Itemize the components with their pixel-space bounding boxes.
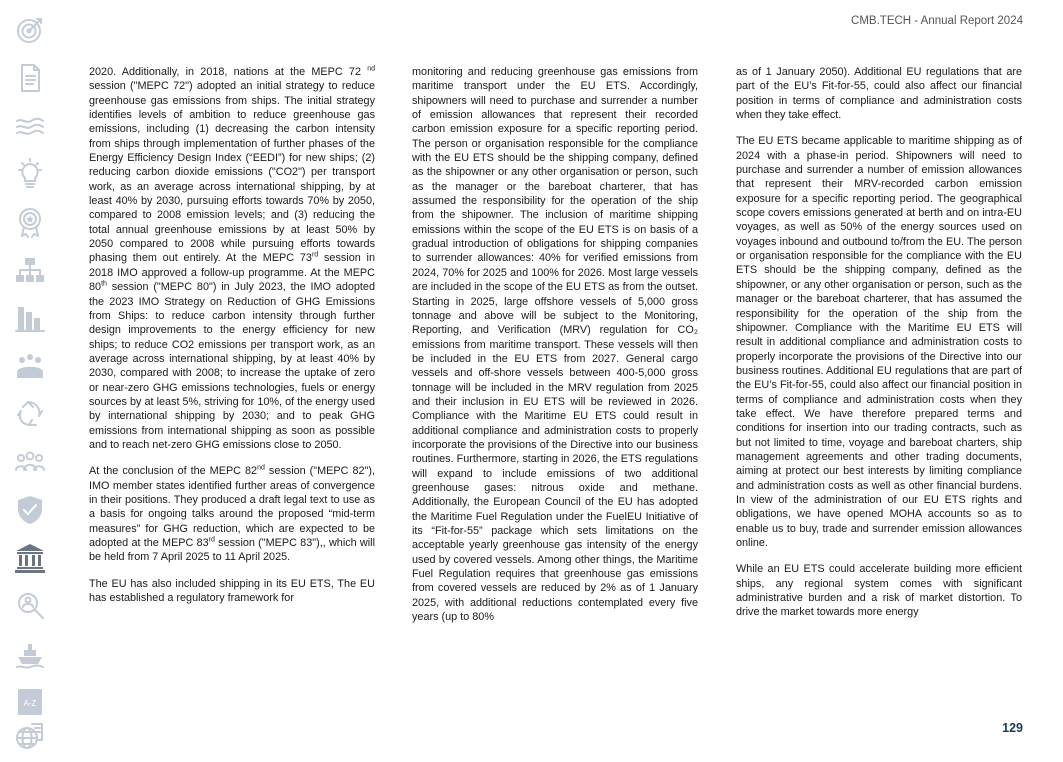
paragraph-text: monitoring and reducing greenhouse gas emissions from maritime transport under the EU ETS. Accordingly, shipowners will need to purchase and surrender a number of emission allowances that represent their recorded carbon emission exposure for a specific reporting period. The person or organisation responsible for the compliance with the EU ETS should be the shipping company, defined as the shipowner or any other organisation or person, such as the manager or the bareboat charterer, that has assumed the responsibility for the operation of the ship from the shipowner. The inclusion of maritime shipping emissions within the scope of the EU ETS is on basis of a gradual introduction of obligations for shipping companies to surrender allowances: 40% for verified emissions from 2024, 70% for 2025 and 100% for 2026. Most large vessels are included in the scope of the EU ETS as from the outset. Starting in 2025, large offshore vessels of 5,000 gross tonnage and above will be subject to the Monitoring, Reporting, and Verification (MRV) regulation for CO₂ emissions from maritime transport. These vessels will then be included in the EU ETS from 2027. General cargo vessels and off-shore vessels between 400-5,000 gross tonnage will be included in the MRV regulation from 2025 and their inclusion in EU ETS will be reviewed in 2026. Compliance with the Maritime EU ETS could result in additional compliance and administration costs to properly incorporate the provisions of the Directive into our business routines. Furthermore, starting in 2026, the ETS regulations will expand to include emissions of two additional greenhouse gases: nitrous oxide and methane. Additionally, the European Council of the EU has adopted the Maritime Fuel Regulation under the FuelEU Initiative of its “Fit-for-55” package which sets limitations on the acceptable yearly greenhouse gas intensity of the energy used by covered vessels. Among other things, the Maritime Fuel Regulation requires that greenhouse gas emissions from covered vessels are reduced by 2% as of 1 January 2025, with additional reductions contemplated every five years (up to 80% — [412, 66, 698, 624]
paragraph-text: as of 1 January 2050). Additional EU regulations that are part of the EU’s Fit-for-55, could also affect our financial position in terms of compliance and administration costs when they take effect. — [736, 66, 1022, 122]
text-column-3 — [736, 65, 1022, 620]
ordinal-superscript: nd — [367, 65, 375, 73]
paragraph — [412, 65, 698, 624]
paragraph — [89, 464, 375, 564]
paragraph-text: 2020. Additionally, in 2018, nations at the MEPC 72 — [89, 66, 368, 78]
paragraph — [736, 134, 1022, 550]
award-icon[interactable] — [14, 206, 46, 238]
lightbulb-icon[interactable] — [14, 158, 46, 190]
paragraph-text: session ("MEPC 80") in July 2023, the IMO adopted the 2023 IMO Strategy on Reduction of GHG Emissions from Ships: to reduce carbon intensity through further design improvements to the energy efficiency for new ships; to reduce CO2 emissions per transport work, as an average across international shipping, by at least 40% by 2030, compared with 2008; to increase the uptake of zero or near-zero GHG emissions technologies, fuels or energy sources by at least 5%, striving for 10%, of the energy used by international shipping by 2030; and to peak GHG emissions from international shipping as soon as possible and to reach net-zero GHG emissions close to 2050. — [89, 281, 375, 451]
page-number: 129 — [1002, 721, 1023, 735]
ordinal-superscript: rd — [208, 536, 215, 544]
paragraph-text: The EU has also included shipping in its EU ETS, The EU has established a regulatory framework for — [89, 577, 375, 605]
search-people-icon[interactable] — [14, 590, 46, 622]
ordinal-superscript: nd — [257, 464, 265, 472]
ordinal-superscript: rd — [311, 251, 319, 259]
people-icon[interactable] — [14, 446, 46, 478]
glossary-box-label: A-Z — [23, 699, 37, 708]
report-header-title: CMB.TECH - Annual Report 2024 — [851, 15, 1023, 27]
paragraph — [89, 65, 375, 452]
recycle-icon[interactable] — [14, 398, 46, 430]
org-chart-icon[interactable] — [14, 254, 46, 286]
paragraph-text: session in 2018 IMO approved a follow-up programme. At the MEPC 80 — [89, 252, 375, 294]
section-sidebar — [0, 8, 58, 748]
text-column-2 — [412, 65, 698, 624]
paragraph-text: At the conclusion of the MEPC 82 — [89, 465, 258, 478]
text-column-1 — [89, 65, 375, 605]
globe-document-icon[interactable] — [14, 721, 46, 753]
ordinal-superscript: th — [101, 280, 107, 288]
bar-chart-icon[interactable] — [14, 302, 46, 334]
target-icon[interactable] — [14, 14, 46, 46]
ship-icon[interactable] — [14, 638, 46, 670]
paragraph-text: session ("MEPC 72") adopted an initial strategy to reduce greenhouse gas emissions from ships. The initial strategy identifies levels of ambition to reduce greenhouse gas emissions, including (1) decreasing the carbon intensity from ships through implementation of further phases of the Energy Efficiency Design Index (“EEDI”) for new ships; (2) reducing carbon dioxide emissions ("CO2") per transport work, as an average across international shipping, by at least 40% by 2030, pursuing efforts towards 70% by 2050, compared to 2008 emission levels; and (3) reducing the total annual greenhouse emissions by at least 50% by 2050 compared to 2008 while pursuing efforts towards phasing them out entirely. At the MEPC 73 — [89, 80, 375, 265]
ship-waves-icon[interactable] — [14, 110, 46, 142]
glossary-icon[interactable] — [14, 686, 46, 718]
paragraph — [89, 577, 375, 606]
paragraph-text: session ("MEPC 83"),, which will be held from 7 April 2025 to 11 April 2025. — [89, 537, 375, 564]
document-icon[interactable] — [14, 62, 46, 94]
community-icon[interactable] — [14, 350, 46, 382]
paragraph-text: session ("MEPC 82"), IMO member states identified further areas of convergence in their positions. They produced a draft legal text to use as a basis for ongoing talks around the proposed “mid-term measures” for GHG reduction, which are expected to be adopted at the MEPC 83 — [89, 465, 375, 549]
paragraph-text: The EU ETS became applicable to maritime shipping as of 2024 with a phase-in period. Shipowners will need to purchase and surrender a number of emission allowances that represent their MRV-recorded carbon emission exposure for a specific reporting period. The geographical scope covers emissions generated at berth and on intra-EU voyages, as well as 50% of the energy sources used on voyages inbound and outbound to/from the EU. The person or organisation responsible for the compliance with the EU ETS should be the shipping company, defined as the shipowner, or any other organisation or person, such as the manager or the bareboat charterer, that has assumed the responsibility for the operation of the ship from the shipowner. Compliance with the Maritime EU ETS will result in additional compliance and administration costs to properly incorporate the provisions of the Directive into our business routines. Additional EU regulations that are part of the EU’s Fit-for-55, could also affect our financial position in terms of compliance and administration costs when they take effect. We have therefore prepared terms and conditions for insertion into our trading contracts, such as but not limited to time, voyage and bareboat charters, ship management agreements and other trading documents, aiming at protect our best interests by limiting compliance and administration costs as well as other financial burdens. In view of the administration of our EU ETS rights and obligations, we have opened MOHA accounts so as to enable us to buy, trade and surrender emission allowances online. — [736, 135, 1022, 549]
paragraph — [736, 562, 1022, 619]
paragraph — [736, 65, 1022, 122]
shield-check-icon[interactable] — [14, 494, 46, 526]
paragraph-text: While an EU ETS could accelerate building more efficient ships, any regional system comes with significant administrative burden and a risk of market distortion. To drive the market towards more energy — [736, 563, 1022, 619]
bank-icon[interactable] — [14, 542, 46, 574]
